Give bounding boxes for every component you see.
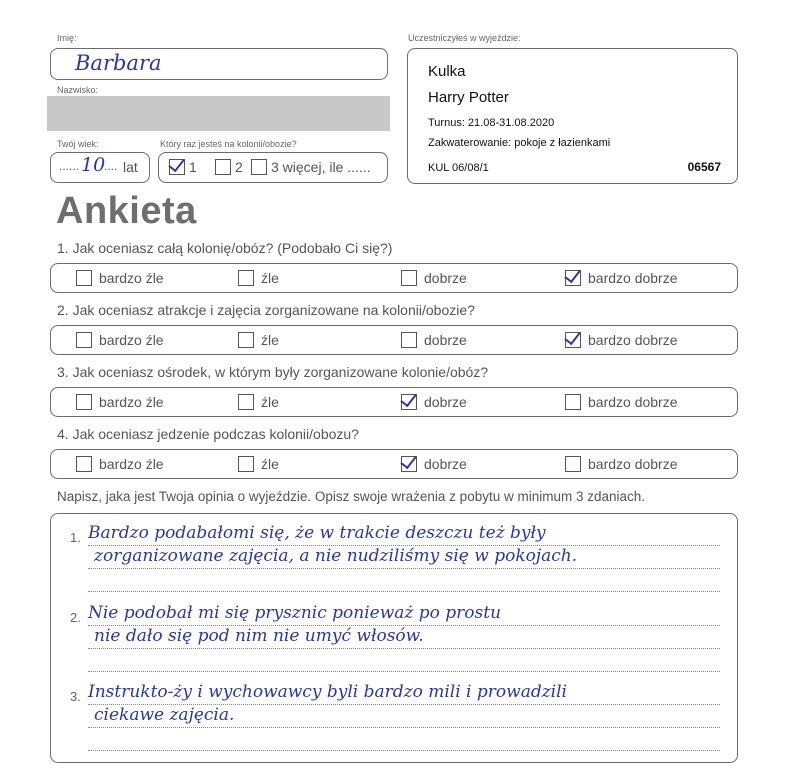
answer-3-number: 3.	[70, 689, 81, 704]
checkbox[interactable]	[76, 394, 92, 410]
checkbox[interactable]	[401, 270, 417, 286]
age-label: Twój wiek:	[57, 139, 99, 149]
dotted-line	[88, 727, 720, 728]
answer-1-number: 1.	[70, 530, 81, 545]
question-4-option-2[interactable]	[238, 456, 279, 472]
option-label: bardzo źle	[99, 270, 164, 286]
colony-label: Który raz jesteś na kolonii/obozie?	[160, 139, 297, 149]
option-label: źle	[261, 394, 279, 410]
turnus: Turnus: 21.08-31.08.2020	[428, 117, 555, 129]
question-4-text: 4. Jak oceniasz jedzenie podczas kolonii/obozu?	[57, 426, 359, 442]
checkbox[interactable]	[401, 332, 417, 348]
checkbox[interactable]	[76, 332, 92, 348]
checkbox-2[interactable]	[215, 159, 231, 175]
option-label: bardzo źle	[99, 332, 164, 348]
answer-3-line2: ciekawe zajęcia.	[94, 705, 235, 725]
question-2-text: 2. Jak oceniasz atrakcje i zajęcia zorganizowane na kolonii/obozie?	[57, 302, 475, 318]
option-label: bardzo źle	[99, 394, 164, 410]
age-value: 10	[81, 154, 106, 176]
option-label: bardzo źle	[99, 456, 164, 472]
dotted-line	[88, 671, 720, 672]
dotted-line	[88, 591, 720, 592]
age-field[interactable]	[50, 152, 150, 183]
age-dots-right: ....	[104, 159, 118, 173]
answer-2-line2: nie dało się pod nim nie umyć włosów.	[94, 626, 424, 646]
dotted-line	[88, 750, 720, 751]
checkbox[interactable]	[238, 456, 254, 472]
question-3-option-3[interactable]	[401, 394, 467, 410]
question-2-option-3[interactable]	[401, 332, 467, 348]
question-1-option-2[interactable]	[238, 270, 279, 286]
question-3-option-4[interactable]	[565, 394, 678, 410]
colony-option-3[interactable]: 3 więcej, ile ......	[251, 159, 371, 175]
name-label: Imię:	[57, 33, 77, 43]
question-3-text: 3. Jak oceniasz ośrodek, w którym były zorganizowane kolonie/obóz?	[57, 364, 489, 380]
checkbox[interactable]	[565, 394, 581, 410]
name-field[interactable]	[50, 48, 388, 80]
surname-label: Nazwisko:	[57, 85, 99, 95]
option-label: źle	[261, 270, 279, 286]
checkbox[interactable]	[565, 332, 581, 348]
colony-field	[158, 152, 388, 183]
answer-1-line1: Bardzo podabałomi się, że w trakcie deszczu też były	[88, 523, 546, 543]
camp-name: Kulka	[428, 63, 466, 80]
question-2-option-4[interactable]	[565, 332, 678, 348]
answer-2-number: 2.	[70, 610, 81, 625]
option-label: dobrze	[424, 394, 467, 410]
checkbox[interactable]	[238, 270, 254, 286]
option-label: źle	[261, 456, 279, 472]
age-unit: lat	[123, 159, 138, 175]
age-dots-left: ......	[59, 159, 80, 173]
option-label: bardzo dobrze	[588, 456, 678, 472]
question-3-option-1[interactable]	[76, 394, 164, 410]
accommodation: Zakwaterowanie: pokoje z łazienkami	[428, 137, 611, 149]
checkbox[interactable]	[565, 456, 581, 472]
opinion-prompt: Napisz, jaka jest Twoja opinia o wyjeździe. Opisz swoje wrażenia z pobytu w minimum 3 zdaniach.	[57, 489, 646, 504]
question-4-option-4[interactable]	[565, 456, 678, 472]
question-1-text: 1. Jak oceniasz całą kolonię/obóz? (Podobało Ci się?)	[57, 240, 393, 256]
answer-2-line1: Nie podobał mi się prysznic ponieważ po prostu	[88, 603, 502, 623]
page-title: Ankieta	[56, 190, 197, 232]
colony-option-1[interactable]: 1	[169, 159, 197, 175]
surname-redacted	[47, 96, 390, 131]
question-2-option-1[interactable]	[76, 332, 164, 348]
question-4-option-1[interactable]	[76, 456, 164, 472]
trip-label: Uczestniczyłeś w wyjeździe:	[408, 33, 521, 43]
option-label: bardzo dobrze	[588, 270, 678, 286]
checkbox[interactable]	[76, 456, 92, 472]
checkbox[interactable]	[401, 456, 417, 472]
checkbox[interactable]	[76, 270, 92, 286]
option-label: dobrze	[424, 456, 467, 472]
camp-theme: Harry Potter	[428, 89, 509, 106]
checkbox-1[interactable]	[169, 159, 185, 175]
trip-info-box	[407, 48, 738, 184]
checkbox[interactable]	[565, 270, 581, 286]
checkbox[interactable]	[401, 394, 417, 410]
question-1-option-1[interactable]	[76, 270, 164, 286]
trip-code: KUL 06/08/1	[428, 162, 489, 174]
option-label: źle	[261, 332, 279, 348]
trip-number: 06567	[687, 160, 721, 174]
answer-1-line2: zorganizowane zajęcia, a nie nudziliśmy się w pokojach.	[94, 546, 578, 566]
question-2-option-2[interactable]	[238, 332, 279, 348]
name-value: Barbara	[75, 51, 162, 75]
question-1-option-3[interactable]	[401, 270, 467, 286]
question-3-option-2[interactable]	[238, 394, 279, 410]
colony-option-2[interactable]: 2	[215, 159, 243, 175]
question-4-option-3[interactable]	[401, 456, 467, 472]
dotted-line	[88, 568, 720, 569]
checkbox-3[interactable]	[251, 159, 267, 175]
option-label: dobrze	[424, 270, 467, 286]
answer-3-line1: Instrukto-ży i wychowawcy byli bardzo mili i prowadzili	[88, 682, 567, 702]
checkbox[interactable]	[238, 332, 254, 348]
question-1-option-4[interactable]	[565, 270, 678, 286]
option-label: dobrze	[424, 332, 467, 348]
option-label: bardzo dobrze	[588, 394, 678, 410]
dotted-line	[88, 648, 720, 649]
option-label: bardzo dobrze	[588, 332, 678, 348]
checkbox[interactable]	[238, 394, 254, 410]
